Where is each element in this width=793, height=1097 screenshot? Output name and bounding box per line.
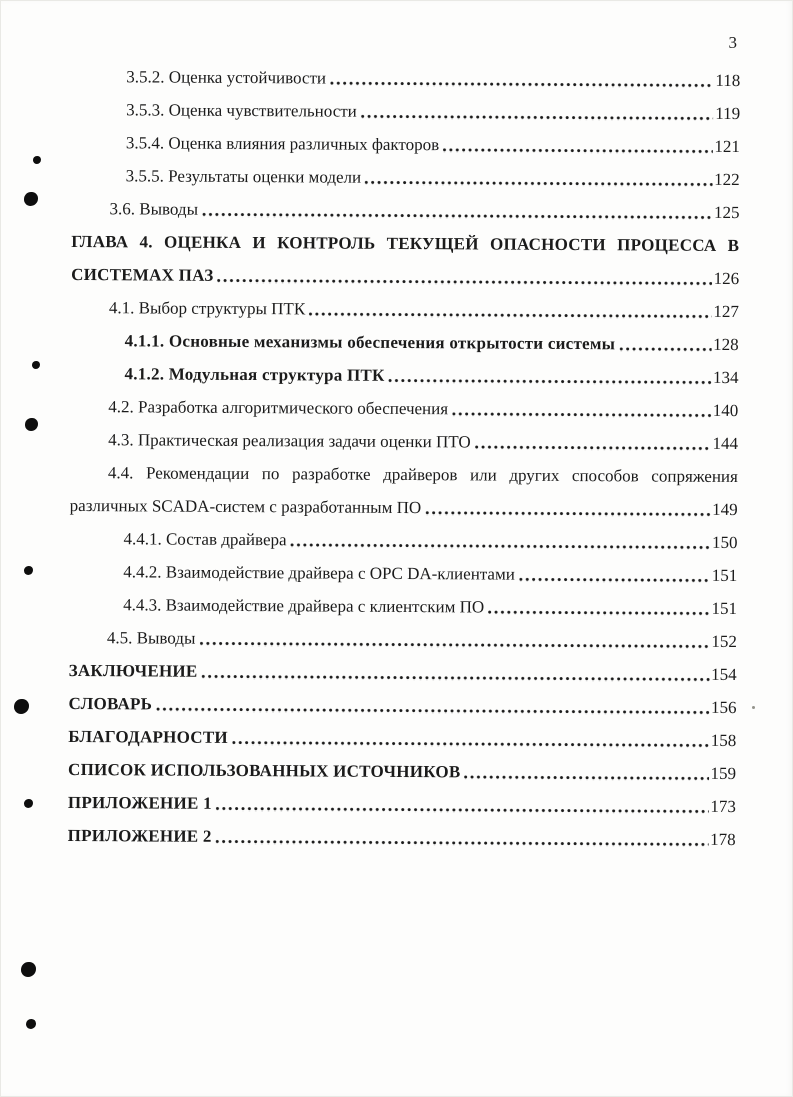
table-of-contents	[68, 60, 741, 856]
toc-entry-text: различных SCADA-систем с разработанным ПО	[69, 495, 422, 518]
toc-entry-line	[69, 522, 737, 559]
toc-entry-text: ГЛАВА 4. ОЦЕНКА И КОНТРОЛЬ ТЕКУЩЕЙ ОПАСНОСТИ ПРОЦЕССА В	[71, 231, 740, 256]
toc-entry-text: 4.4. Рекомендации по разработке драйверов или других способов сопряжения	[107, 463, 738, 487]
toc-entry-line	[72, 93, 740, 130]
toc-entry-line	[68, 786, 736, 823]
toc-entry-line	[71, 291, 739, 328]
dotted-leader	[425, 491, 710, 526]
toc-page-number: 118	[715, 70, 741, 91]
toc-entry-line	[69, 555, 737, 592]
toc-page-number: 128	[713, 334, 739, 355]
dotted-leader	[232, 721, 709, 757]
toc-entry-line	[70, 357, 738, 394]
toc-page-number: 127	[713, 301, 739, 322]
toc-entry-text: СИСТЕМАХ ПАЗ	[71, 264, 214, 285]
toc-entry-text: ЗАКЛЮЧЕНИЕ	[68, 660, 198, 681]
toc-page-number: 156	[710, 697, 737, 718]
dotted-leader	[202, 193, 712, 229]
toc-entry-line	[70, 456, 738, 493]
ink-spot	[33, 156, 41, 164]
toc-entry-line	[71, 324, 739, 361]
toc-entry-line	[69, 654, 737, 691]
toc-page-number: 159	[710, 763, 737, 784]
dotted-leader	[475, 425, 711, 459]
toc-entry-line	[72, 126, 740, 163]
dotted-leader	[309, 292, 711, 327]
dotted-leader	[201, 655, 709, 691]
dotted-leader	[217, 259, 711, 295]
toc-entry-text: 4.1.2. Модульная структура ПТК	[124, 364, 385, 385]
ink-spot	[14, 699, 29, 714]
toc-entry-line	[71, 192, 739, 229]
toc-entry-text: ПРИЛОЖЕНИЕ 2	[67, 825, 212, 846]
dotted-leader	[156, 687, 709, 723]
dotted-leader	[389, 359, 712, 394]
toc-page-number: 150	[711, 532, 738, 553]
toc-page-number: 151	[711, 565, 738, 586]
toc-entry-text: 4.4.2. Взаимодействие драйвера с OPC DA-клиентами	[123, 562, 515, 584]
page-number: 3	[728, 33, 737, 52]
dotted-leader	[443, 128, 712, 163]
toc-entry-line	[68, 687, 736, 724]
dotted-leader	[488, 591, 710, 625]
toc-page-number: 151	[711, 598, 738, 619]
dotted-leader	[290, 523, 710, 559]
ink-spot	[24, 192, 38, 206]
toc-entry-text: СПИСОК ИСПОЛЬЗОВАННЫХ ИСТОЧНИКОВ	[68, 759, 461, 782]
toc-entry-text: 3.5.5. Результаты оценки модели	[125, 166, 362, 187]
toc-entry-text: 4.1.1. Основные механизмы обеспечения открытости системы	[124, 331, 616, 354]
toc-entry-text: ПРИЛОЖЕНИЕ 1	[67, 792, 212, 813]
toc-page-number: 140	[712, 400, 739, 421]
dotted-leader	[452, 392, 711, 427]
toc-entry-line	[70, 423, 738, 460]
dotted-leader	[365, 161, 712, 196]
dotted-leader	[464, 755, 708, 789]
toc-entry-line	[71, 225, 739, 262]
toc-page-number: 121	[714, 136, 740, 157]
toc-entry-text: 4.1. Выбор структуры ПТК	[108, 298, 306, 319]
ink-spot	[25, 418, 38, 431]
ink-spot	[21, 962, 36, 977]
toc-entry-text: БЛАГОДАРНОСТИ	[68, 726, 228, 747]
ink-spot	[26, 1019, 36, 1029]
toc-entry-text: 3.5.3. Оценка чувствительности	[126, 100, 357, 121]
toc-page-number: 119	[715, 103, 741, 124]
ink-spot	[24, 566, 33, 575]
dotted-leader	[216, 820, 709, 856]
toc-page-number: 152	[711, 631, 737, 652]
ink-spot	[24, 799, 33, 808]
dotted-leader	[361, 95, 714, 130]
toc-page-number: 144	[712, 433, 739, 454]
ink-spot	[32, 361, 40, 369]
dotted-leader	[199, 622, 709, 658]
toc-entry-text: 4.4.1. Состав драйвера	[123, 529, 287, 550]
toc-entry-text: 3.6. Выводы	[109, 199, 199, 219]
toc-entry-text: 4.2. Разработка алгоритмического обеспечения	[108, 397, 449, 419]
toc-page-number: 149	[712, 499, 738, 520]
toc-entry-line	[69, 621, 737, 658]
dotted-leader	[330, 62, 714, 97]
toc-entry-text: 4.4.3. Взаимодействие драйвера с клиентским ПО	[123, 595, 485, 617]
toc-entry-line	[70, 390, 738, 427]
toc-entry-line	[70, 489, 738, 526]
toc-entry-line	[68, 753, 736, 790]
toc-page-number: 134	[712, 367, 739, 388]
toc-entry-text: 3.5.2. Оценка устойчивости	[126, 67, 327, 88]
toc-page-number: 178	[710, 829, 736, 850]
toc-entry-text: СЛОВАРЬ	[68, 693, 153, 714]
dotted-leader	[519, 558, 710, 592]
toc-entry-line	[72, 60, 740, 97]
toc-page-number: 125	[713, 202, 740, 223]
toc-page-number: 154	[711, 664, 737, 685]
toc-entry-text: 4.3. Практическая реализация задачи оценки ПТО	[108, 430, 471, 452]
toc-page-number: 122	[714, 169, 740, 190]
toc-entry-text: 4.5. Выводы	[106, 628, 196, 648]
dotted-leader	[216, 787, 709, 823]
toc-entry-line	[68, 720, 736, 757]
toc-entry-text: 3.5.4. Оценка влияния различных факторов	[125, 133, 440, 155]
toc-page-number: 158	[710, 730, 737, 751]
dotted-leader	[619, 327, 711, 361]
toc-page-number: 126	[713, 268, 740, 289]
toc-entry-line	[71, 258, 739, 295]
toc-page-number: 173	[710, 796, 736, 817]
toc-entry-line	[72, 159, 740, 196]
toc-entry-line	[68, 819, 736, 856]
ink-spot	[752, 706, 755, 709]
toc-entry-line	[69, 588, 737, 625]
